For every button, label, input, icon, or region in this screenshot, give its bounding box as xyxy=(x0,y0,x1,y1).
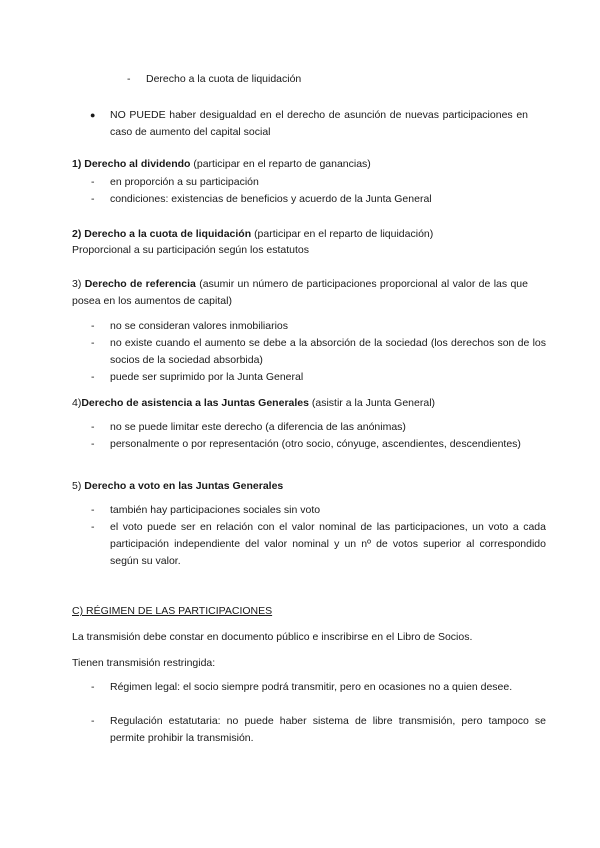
list-item xyxy=(127,71,528,88)
list-item xyxy=(91,436,546,453)
list-item-text: Régimen legal: el socio siempre podrá transmitir, pero en ocasiones no a quien desee. xyxy=(110,681,513,693)
list-item xyxy=(91,502,546,519)
list-item xyxy=(91,174,546,191)
right-heading-3 xyxy=(72,276,528,310)
list-item xyxy=(91,369,546,386)
list-item-text: no se consideran valores inmobiliarios xyxy=(110,320,289,332)
list-item-text: no se puede limitar este derecho (a diferencia de las anónimas) xyxy=(110,421,406,433)
list-item-text: condiciones: existencias de beneficios y acuerdo de la Junta General xyxy=(110,193,432,205)
dash-marker: - xyxy=(91,681,95,693)
list-item-text: el voto puede ser en relación con el valor nominal de las participaciones, un voto a cada participación independiente del valor nominal y un nº de votos superior al correspondido según su valor. xyxy=(110,521,546,567)
bullet-item xyxy=(90,107,528,141)
list-item-text: Derecho a la cuota de liquidación xyxy=(146,73,302,85)
dash-marker: - xyxy=(91,337,95,349)
right-heading-1 xyxy=(72,156,528,172)
right-heading-4 xyxy=(72,395,528,411)
right-note: (asumir un número de participaciones proporcional al valor de las que posea en los aumentos de capital) xyxy=(72,278,528,307)
right-prefix: 4) xyxy=(72,397,82,409)
dash-marker: - xyxy=(91,438,95,450)
dash-marker: - xyxy=(91,176,95,188)
dash-marker: - xyxy=(91,421,95,433)
bullet-text: NO PUEDE haber desigualdad en el derecho de asunción de nuevas participaciones en caso de aumento del capital social xyxy=(110,109,528,138)
right-heading-5 xyxy=(72,478,528,494)
list-item-text: puede ser suprimido por la Junta General xyxy=(110,371,304,383)
dash-marker: - xyxy=(91,715,95,727)
list-item xyxy=(91,713,546,747)
dash-marker: - xyxy=(91,521,95,533)
right-title: Derecho a voto en las Juntas Generales xyxy=(84,480,284,492)
right-note: (participar en el reparto de ganancias) xyxy=(193,158,371,170)
right-title: 2) Derecho a la cuota de liquidación xyxy=(72,228,252,240)
dash-marker: - xyxy=(91,504,95,516)
dash-marker: - xyxy=(91,320,95,332)
paragraph: Tienen transmisión restringida: xyxy=(72,657,216,669)
list-item-text: Regulación estatutaria: no puede haber sistema de libre transmisión, pero tampoco se permite prohibir la transmisión. xyxy=(110,715,546,744)
list-item-text: también hay participaciones sociales sin voto xyxy=(110,504,321,516)
right-title: Derecho de asistencia a las Juntas Generales xyxy=(81,397,309,409)
dash-marker: - xyxy=(91,371,95,383)
list-item-text: personalmente o por representación (otro socio, cónyuge, ascendientes, descendientes) xyxy=(110,438,521,450)
right-note: (participar en el reparto de liquidación) xyxy=(254,228,434,240)
section-heading: C) RÉGIMEN DE LAS PARTICIPACIONES xyxy=(72,605,273,617)
right-prefix: 5) xyxy=(72,480,85,492)
list-item-text: no existe cuando el aumento se debe a la absorción de la sociedad (los derechos son de los socios de la sociedad absorbida) xyxy=(110,337,546,366)
dash-marker: - xyxy=(91,193,95,205)
list-item xyxy=(91,519,546,570)
dash-marker: - xyxy=(127,73,131,85)
list-item xyxy=(91,335,546,369)
right-title: Derecho de referencia xyxy=(84,278,196,290)
bullet-icon: ● xyxy=(90,110,96,120)
right-prefix: 3) xyxy=(72,278,85,290)
list-item xyxy=(91,191,546,208)
list-item-text: en proporción a su participación xyxy=(110,176,259,188)
right-title: 1) Derecho al dividendo xyxy=(72,158,191,170)
right-body: Proporcional a su participación según los estatutos xyxy=(72,244,309,256)
list-item xyxy=(91,318,546,335)
right-note: (asistir a la Junta General) xyxy=(311,397,436,409)
paragraph: La transmisión debe constar en documento público e inscribirse en el Libro de Socios. xyxy=(72,631,473,643)
list-item xyxy=(91,679,546,696)
list-item xyxy=(91,419,546,436)
right-heading-2 xyxy=(72,226,528,242)
